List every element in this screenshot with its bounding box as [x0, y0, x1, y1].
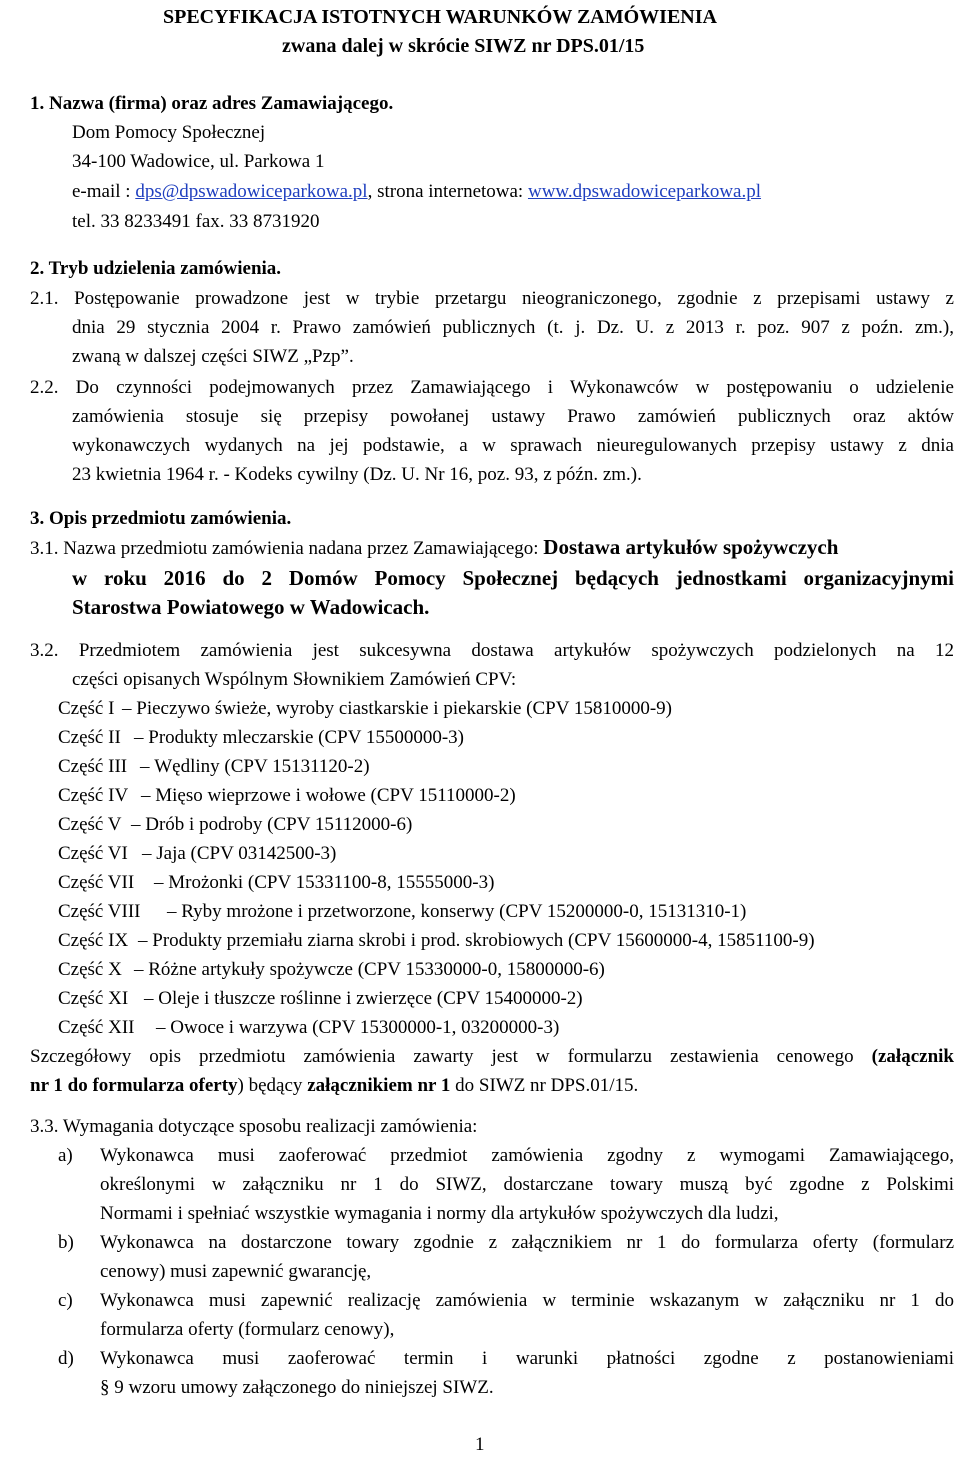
part-desc: Oleje i tłuszcze roślinne i zwierzęce (CPV 15400000-2): [158, 988, 583, 1009]
req-d-line-2: § 9 wzoru umowy załączonego do niniejszej SIWZ.: [100, 1377, 494, 1398]
part-desc: Owoce i warzywa (CPV 15300000-1, 03200000-3): [170, 1017, 560, 1038]
part-label: Część XII: [58, 1017, 135, 1038]
req-c-line-2: formularza oferty (formularz cenowy),: [100, 1319, 395, 1340]
req-label-d: d): [58, 1348, 74, 1369]
part-desc: Wędliny (CPV 15131120-2): [154, 756, 370, 777]
req-label-b: b): [58, 1232, 74, 1253]
part-desc: Mrożonki (CPV 15331100-8, 15555000-3): [168, 872, 495, 893]
document-subtitle: zwana dalej w skrócie SIWZ nr DPS.01/15: [282, 35, 645, 57]
req-a-line-2: określonymi w załączniku nr 1 do SIWZ, dostarczane towary muszą być zgodne z Polskimi: [100, 1174, 954, 1195]
paragraph-2-2-line-1: 2.2. Do czynności podejmowanych przez Zamawiającego i Wykonawców w postępowaniu o udzielenie: [30, 377, 954, 398]
part-item: [58, 929, 815, 953]
part-label: Część III: [58, 756, 128, 777]
dash: –: [142, 843, 152, 864]
req-b-line-1: Wykonawca na dostarczone towary zgodnie z załącznikiem nr 1 do formularza oferty (formularz: [100, 1232, 954, 1253]
part-label: Część X: [58, 959, 122, 980]
part-item: [58, 784, 516, 808]
part-item: [58, 697, 672, 721]
part-label: Część IX: [58, 930, 129, 951]
dash: –: [167, 901, 177, 922]
req-a-line-3: Normami i spełniać wszystkie wymagania i normy dla artykułów spożywczych dla ludzi,: [100, 1203, 779, 1224]
detail-text: Szczegółowy opis przedmiotu zamówienia zawarty jest w formularzu zestawienia cenowego: [30, 1046, 872, 1067]
detail-line-2: [30, 1074, 638, 1098]
paragraph-2-2-line-4: 23 kwietnia 1964 r. - Kodeks cywilny (Dz. U. Nr 16, poz. 93, z późn. zm.).: [72, 464, 642, 485]
paragraph-3-1-prefix: 3.1. Nazwa przedmiotu zamówienia nadana przez Zamawiającego:: [30, 538, 544, 559]
email-link[interactable]: dps@dpswadowiceparkowa.pl: [135, 181, 368, 202]
order-title-line-1: Dostawa artykułów spożywczych: [543, 535, 839, 559]
dash: –: [140, 756, 150, 777]
part-desc: Drób i podroby (CPV 15112000-6): [145, 814, 413, 835]
dash: –: [122, 698, 132, 719]
paragraph-2-1-line-2: dnia 29 stycznia 2004 r. Prawo zamówień publicznych (t. j. Dz. U. z 2013 r. poz. 907 z poźn. zm.),: [72, 317, 954, 338]
part-label: Część II: [58, 727, 121, 748]
paragraph-2-2-line-3: wykonawczych wydanych na jej podstawie, a w sprawach nieuregulowanych przepisy ustawy z dnia: [72, 435, 954, 456]
section-2-heading: 2. Tryb udzielenia zamówienia.: [30, 258, 282, 279]
dash: –: [131, 814, 141, 835]
paragraph-3-3-heading: 3.3. Wymagania dotyczące sposobu realizacji zamówienia:: [30, 1116, 478, 1137]
req-a-line-1: Wykonawca musi zaoferować przedmiot zamówienia zgodny z wymogami Zamawiającego,: [100, 1145, 954, 1166]
section-1-heading: 1. Nazwa (firma) oraz adres Zamawiającego.: [30, 93, 394, 114]
req-label-a: a): [58, 1145, 73, 1166]
part-desc: Produkty mleczarskie (CPV 15500000-3): [148, 727, 464, 748]
institution-address: 34-100 Wadowice, ul. Parkowa 1: [72, 151, 325, 172]
part-desc: Ryby mrożone i przetworzone, konserwy (CPV 15200000-0, 15131310-1): [181, 901, 747, 922]
dash: –: [144, 988, 154, 1009]
part-desc: Jaja (CPV 03142500-3): [156, 843, 337, 864]
email-label: e-mail :: [72, 181, 136, 202]
part-desc: Mięso wieprzowe i wołowe (CPV 15110000-2): [155, 785, 516, 806]
req-c-line-1: Wykonawca musi zapewnić realizację zamówienia w terminie wskazanym w załączniku nr 1 do: [100, 1290, 954, 1311]
page-number: 1: [475, 1434, 485, 1455]
detail-attachment-ref: (załącznik: [871, 1046, 954, 1067]
dash: –: [156, 1017, 166, 1038]
paragraph-3-1-line-1: [30, 534, 838, 561]
detail-text-mid: ) będący: [237, 1075, 308, 1096]
req-d-line-1: Wykonawca musi zaoferować termin i warunki płatności zgodne z postanowieniami: [100, 1348, 954, 1369]
dash: –: [141, 785, 151, 806]
order-title-line-2: w roku 2016 do 2 Domów Pomocy Społecznej będących jednostkami organizacyjnymi: [72, 566, 954, 590]
detail-attachment-ref-2: nr 1 do formularza oferty: [30, 1075, 238, 1096]
section-3-heading: 3. Opis przedmiotu zamówienia.: [30, 508, 292, 529]
part-desc: Produkty przemiału ziarna skrobi i prod. skrobiowych (CPV 15600000-4, 15851100-9): [152, 930, 815, 951]
part-label: Część VII: [58, 872, 135, 893]
part-item: [58, 871, 494, 895]
part-label: Część XI: [58, 988, 129, 1009]
part-item: [58, 987, 583, 1011]
paragraph-3-2-line-1: 3.2. Przedmiotem zamówienia jest sukcesywna dostawa artykułów spożywczych podzielonych na 12: [30, 640, 954, 661]
institution-name: Dom Pomocy Społecznej: [72, 122, 266, 143]
order-title-line-3: Starostwa Powiatowego w Wadowicach.: [72, 595, 430, 619]
part-item: [58, 842, 336, 866]
document-title: SPECYFIKACJA ISTOTNYCH WARUNKÓW ZAMÓWIENIA: [163, 6, 717, 28]
dash: –: [134, 959, 144, 980]
part-item: [58, 813, 412, 837]
part-item: [58, 1016, 559, 1040]
part-item: [58, 755, 370, 779]
part-label: Część VI: [58, 843, 128, 864]
contact-line: [72, 180, 761, 204]
detail-attachment-number: załącznikiem nr 1: [307, 1075, 451, 1096]
paragraph-2-1-line-3: zwaną w dalszej części SIWZ „Pzp”.: [72, 346, 354, 367]
part-item: [58, 900, 746, 924]
part-label: Część VIII: [58, 901, 141, 922]
web-label: , strona internetowa:: [367, 181, 528, 202]
dash: –: [138, 930, 148, 951]
detail-line-1: [30, 1045, 954, 1069]
paragraph-3-2-line-2: części opisanych Wspólnym Słownikiem Zamówień CPV:: [72, 669, 517, 690]
part-item: [58, 726, 464, 750]
phone-fax: tel. 33 8233491 fax. 33 8731920: [72, 211, 320, 232]
paragraph-2-2-line-2: zamówienia stosuje się przepisy powołanej ustawy Prawo zamówień publicznych oraz aktów: [72, 406, 954, 427]
part-desc: Różne artykuły spożywcze (CPV 15330000-0, 15800000-6): [148, 959, 605, 980]
part-item: [58, 958, 605, 982]
req-label-c: c): [58, 1290, 73, 1311]
dash: –: [154, 872, 164, 893]
part-label: Część V: [58, 814, 122, 835]
detail-text-end: do SIWZ nr DPS.01/15.: [450, 1075, 639, 1096]
part-label: Część IV: [58, 785, 129, 806]
dash: –: [134, 727, 144, 748]
part-desc: Pieczywo świeże, wyroby ciastkarskie i piekarskie (CPV 15810000-9): [136, 698, 672, 719]
paragraph-2-1-line-1: 2.1. Postępowanie prowadzone jest w trybie przetargu nieograniczonego, zgodnie z przepisami ustawy z: [30, 288, 954, 309]
req-b-line-2: cenowy) musi zapewnić gwarancję,: [100, 1261, 372, 1282]
website-link[interactable]: www.dpswadowiceparkowa.pl: [527, 181, 762, 202]
part-label: Część I: [58, 698, 115, 719]
